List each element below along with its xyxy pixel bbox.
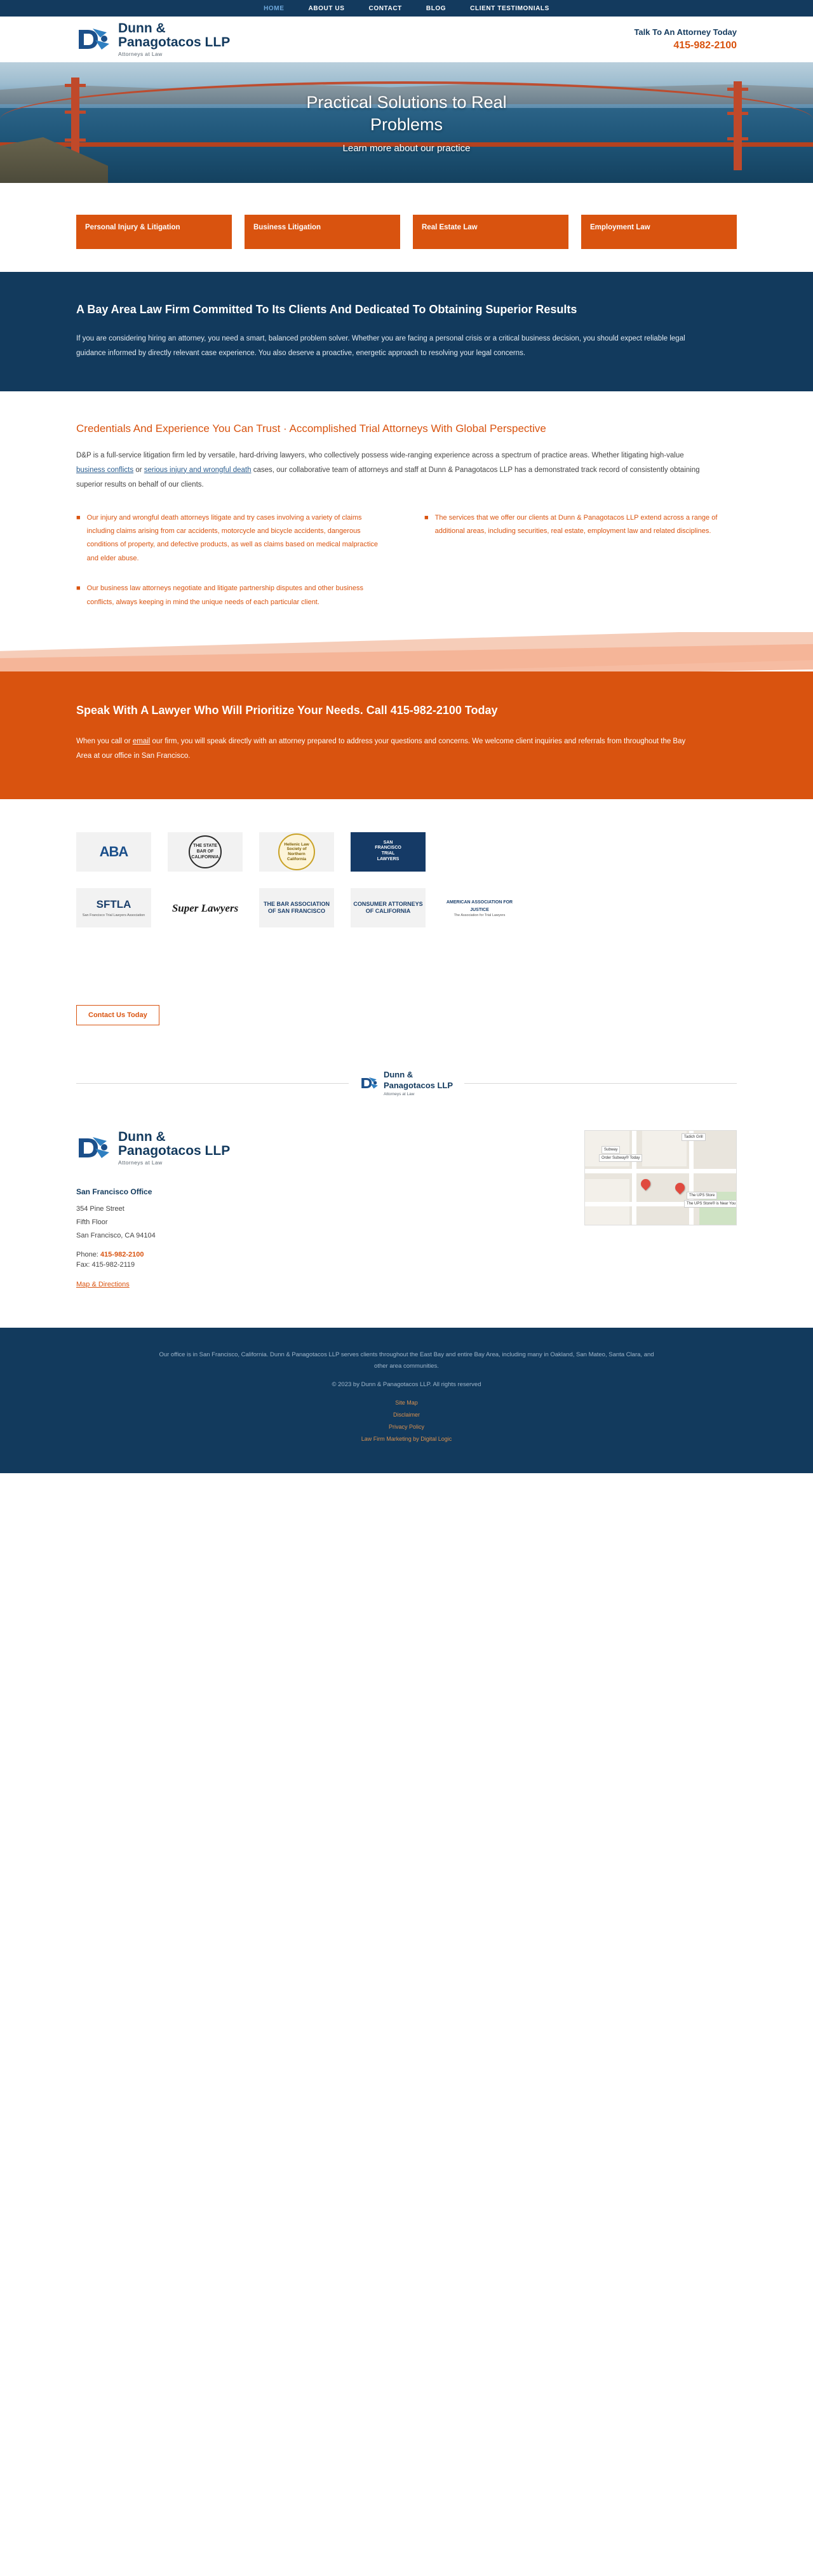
address-line-1: 354 Pine Street <box>76 1204 124 1213</box>
footer-link-marketing-credit[interactable]: Law Firm Marketing by Digital Logic <box>361 1436 452 1443</box>
logo-text-line2: Panagotacos LLP <box>118 35 231 50</box>
nav-item-blog[interactable]: BLOG <box>426 4 447 12</box>
hellenic-seal-icon: Hellenic Law Society of Northern California <box>278 833 315 870</box>
divider-logo-mark <box>360 1070 453 1096</box>
hero-overlay <box>0 62 813 183</box>
map-road-vertical <box>632 1131 636 1225</box>
footer-logo-line1: Dunn & <box>118 1129 166 1144</box>
credentials-section <box>0 391 813 632</box>
list-item <box>424 511 737 539</box>
list-item <box>76 582 389 609</box>
footer-office-info <box>0 1097 813 1328</box>
email-link[interactable]: email <box>132 738 151 746</box>
nav-item-contact[interactable]: CONTACT <box>368 4 402 12</box>
state-bar-seal-icon: THE STATE BAR OF CALIFORNIA <box>189 835 222 868</box>
map-label-subway: Subway <box>601 1146 620 1154</box>
super-lawyers-text: Super Lawyers <box>171 901 239 914</box>
footer-phone-row <box>76 1251 230 1258</box>
divider-logo-sub: Attorneys at Law <box>383 1091 415 1096</box>
map-block <box>642 1131 687 1166</box>
firm-commitment-body: If you are considering hiring an attorney, you need a smart, balanced problem solver. Whether you are facing a personal crisis or a critical business decision, you should expect reliable legal guidance informed by directly relevant case experience. You also deserve a proactive, energetic approach to resolving your legal concerns. <box>76 335 685 358</box>
location-map[interactable] <box>584 1130 737 1225</box>
footer-fax: Fax: 415-982-2119 <box>76 1261 135 1269</box>
phone-label: Phone: <box>76 1251 98 1259</box>
contact-button-area <box>0 944 813 1025</box>
credentials-heading: Credentials And Experience You Can Trust · Accomplished Trial Attorneys With Global Perspective <box>76 422 546 435</box>
nav-item-about-us[interactable]: ABOUT US <box>308 4 345 12</box>
map-and-directions-link[interactable]: Map & Directions <box>76 1281 130 1289</box>
map-label-ups-near: The UPS Store® is Near You <box>684 1200 737 1208</box>
badge-row-2 <box>76 888 737 927</box>
bullet-text: The services that we offer our clients at Dunn & Panagotacos LLP extend across a range of additional areas, including securities, real estate, employment law and related disciplines. <box>434 513 718 536</box>
hero-banner <box>0 62 813 183</box>
header-phone-link[interactable]: 415-982-2100 <box>673 40 737 51</box>
hero-subtitle-link[interactable]: Learn more about our practice <box>342 143 471 154</box>
cta-body-part2: our firm, you will speak directly with an attorney prepared to address your questions and concerns. We welcome client inquiries and referrals from throughout the Bay Area at our office in San Francisco. <box>76 738 686 760</box>
aaj-badge-text: AMERICAN ASSOCIATION FOR JUSTICE The Association for Trial Lawyers <box>446 900 513 917</box>
footer-link-site-map[interactable]: Site Map <box>395 1399 418 1406</box>
divider-line-left <box>76 1083 349 1084</box>
practice-button-personal-injury[interactable]: Personal Injury & Litigation <box>76 215 232 249</box>
bullet-dot-icon: ■ <box>76 513 81 522</box>
sftla-badge-text: SFTLA San Francisco Trial Lawyers Association <box>82 898 145 918</box>
footer-link-disclaimer[interactable]: Disclaimer <box>393 1412 420 1419</box>
practice-button-real-estate-law[interactable]: Real Estate Law <box>413 215 568 249</box>
business-conflicts-link[interactable]: business conflicts <box>76 466 134 474</box>
cta-body-part1: When you call or <box>76 738 133 746</box>
bullet-dot-icon: ■ <box>424 513 429 522</box>
footer-link-privacy-policy[interactable]: Privacy Policy <box>388 1424 424 1431</box>
state-bar-seal-badge <box>168 832 243 872</box>
hellenic-law-society-badge <box>259 832 334 872</box>
american-bar-association-badge <box>76 832 151 872</box>
map-label-ups-store: The UPS Store <box>687 1192 717 1199</box>
practice-areas-strip <box>0 183 813 272</box>
sftla-badge <box>76 888 151 927</box>
footer-logo[interactable] <box>76 1130 230 1166</box>
hero-title: Practical Solutions to Real Problems <box>306 92 507 134</box>
badge-row-1 <box>76 832 737 872</box>
footer-disclaimer: Our office is in San Francisco, California. Dunn & Panagotacos LLP serves clients throughout the East Bay and entire Bay Area, including many in Oakland, San Mateo, Santa Clara, and other area communities. <box>159 1351 654 1370</box>
bullet-dot-icon: ■ <box>76 584 81 593</box>
credentials-bullet-columns <box>76 511 737 626</box>
credentials-bullets-left <box>76 511 389 626</box>
map-pin[interactable] <box>639 1177 652 1190</box>
aba-badge-text: ABA <box>99 844 128 860</box>
footer-logo-line2: Panagotacos LLP <box>118 1143 231 1158</box>
logo-text-line1: Dunn & <box>118 20 166 36</box>
marin-county-bar-badge <box>351 832 426 872</box>
address-line-3: San Francisco, CA 94104 <box>76 1231 156 1239</box>
divider-logo-line1: Dunn & <box>383 1070 413 1080</box>
consumer-attorneys-california-badge <box>351 888 426 927</box>
header-contact-block <box>634 27 737 51</box>
logo-subtitle: Attorneys at Law <box>118 51 163 58</box>
site-logo[interactable] <box>76 22 230 57</box>
dp-monogram-icon <box>76 26 112 53</box>
accreditation-badges-section <box>0 799 813 927</box>
divider-logo-line2: Panagotacos LLP <box>383 1081 454 1091</box>
american-association-for-justice-badge <box>442 888 517 927</box>
office-title: San Francisco Office <box>76 1187 152 1196</box>
dp-monogram-icon <box>76 1135 112 1161</box>
footer-divider-logo <box>0 1025 813 1096</box>
bullet-text: Our business law attorneys negotiate and litigate partnership disputes and other business conflicts, always keeping in mind the unique needs of each particular client. <box>86 584 364 606</box>
basf-badge-text: THE BAR ASSOCIATION OF SAN FRANCISCO <box>263 900 330 915</box>
credentials-lead-paragraph <box>76 448 711 492</box>
nav-item-client-testimonials[interactable]: CLIENT TESTIMONIALS <box>470 4 549 12</box>
nav-item-home[interactable]: HOME <box>264 4 285 12</box>
cta-body <box>76 734 699 764</box>
call-to-action-section <box>0 671 813 799</box>
credentials-lead-part3: cases, our collaborative team of attorneys and staff at Dunn & Panagotacos LLP has a demonstrated track record of consistently obtaining superior results on behalf of our clients. <box>76 466 700 489</box>
credentials-bullets-right <box>424 511 737 626</box>
footer-copyright: © 2023 by Dunn & Panagotacos LLP. All rights reserved <box>332 1381 481 1389</box>
address-line-2: Fifth Floor <box>76 1218 108 1226</box>
site-footer <box>0 1328 813 1473</box>
contact-us-today-button[interactable]: Contact Us Today <box>76 1005 159 1025</box>
cta-heading: Speak With A Lawyer Who Will Prioritize Your Needs. Call 415-982-2100 Today <box>76 704 498 717</box>
map-label-subway-order: Order Subway® Today <box>599 1154 642 1162</box>
top-navigation-bar <box>0 0 813 17</box>
firm-commitment-heading: A Bay Area Law Firm Committed To Its Clients And Dedicated To Obtaining Superior Results <box>76 303 577 316</box>
header-tagline: Talk To An Attorney Today <box>634 27 737 37</box>
map-road-vertical <box>689 1131 694 1225</box>
footer-logo-sub: Attorneys at Law <box>118 1159 163 1166</box>
map-label-tadich-grill: Tadich Grill <box>682 1133 706 1141</box>
map-pin[interactable] <box>673 1181 687 1194</box>
caoc-badge-text: CONSUMER ATTORNEYS OF CALIFORNIA <box>353 900 423 915</box>
footer-links <box>76 1399 737 1442</box>
practice-button-business-litigation[interactable]: Business Litigation <box>245 215 400 249</box>
decorative-swoosh <box>0 632 813 671</box>
practice-button-employment-law[interactable]: Employment Law <box>581 215 737 249</box>
credentials-lead-part2: or <box>133 466 144 474</box>
bullet-text: Our injury and wrongful death attorneys litigate and try cases involving a variety of claims including claims arising from car accidents, motorcycle and bicycle accidents, dangerous conditions of property, and defective products, as well as claims based on medical malpractice and elder abuse. <box>86 513 379 562</box>
firm-commitment-section <box>0 272 813 391</box>
site-header <box>0 17 813 62</box>
credentials-lead-part1: D&P is a full-service litigation firm led by versatile, hard-driving lawyers, who collectively possess wide-ranging experience across a spectrum of practice areas. Whether litigating high-value <box>76 451 684 459</box>
footer-phone-link[interactable]: 415-982-2100 <box>100 1251 144 1259</box>
list-item <box>76 511 389 566</box>
super-lawyers-badge <box>168 888 243 927</box>
map-road-horizontal <box>585 1169 736 1173</box>
trial-lawyers-seal-icon: SAN FRANCISCO TRIAL LAWYERS <box>351 832 426 872</box>
divider-line-right <box>464 1083 737 1084</box>
bar-association-san-francisco-badge <box>259 888 334 927</box>
serious-injury-link[interactable]: serious injury and wrongful death <box>144 466 252 474</box>
